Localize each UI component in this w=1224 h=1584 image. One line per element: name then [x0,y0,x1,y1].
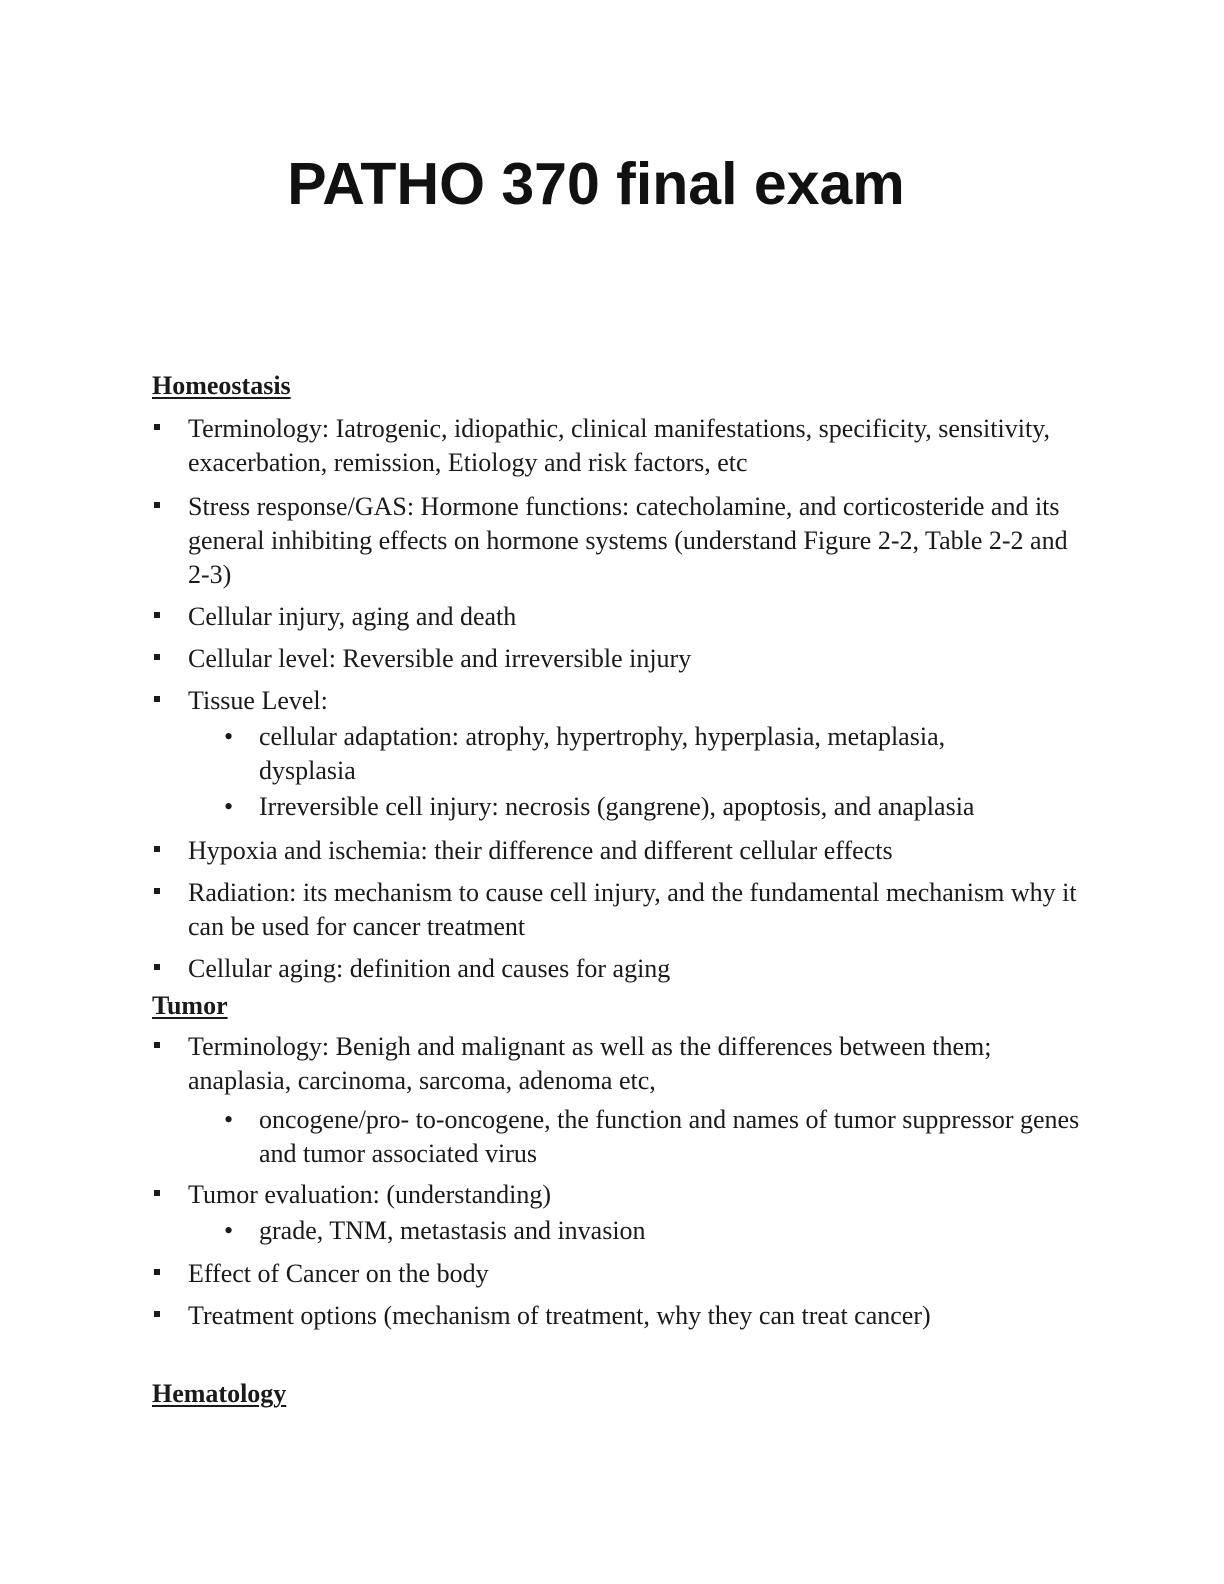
sub-list-item: oncogene/pro- to-oncogene, the function and names of tumor suppressor genes and tumor associated virus [259,1105,1080,1168]
list-item: Hypoxia and ischemia: their difference and different cellular effects [188,836,893,865]
bullet-marker [154,1269,160,1275]
page-title: PATHO 370 final exam [287,151,905,217]
bullet-marker [154,964,160,970]
bullet-marker [154,1190,160,1196]
sub-bullet-marker: • [224,722,234,751]
list-item: Stress response/GAS: Hormone functions: catecholamine, and corticosteride and its general inhibiting effects on hormone systems (understand Figure 2-2, Table 2-2 and 2-3) [188,492,1068,589]
bullet-marker [154,654,160,660]
list-item: Cellular level: Reversible and irreversible injury [188,644,692,673]
list-item: Effect of Cancer on the body [188,1259,489,1288]
bullet-marker [154,696,160,702]
bullet-marker [154,888,160,894]
sub-list-item: grade, TNM, metastasis and invasion [259,1216,646,1245]
bullet-marker [154,424,160,430]
list-item: Tumor evaluation: (understanding) [188,1180,551,1209]
list-item: Tissue Level: [188,686,328,715]
sub-list-item: Irreversible cell injury: necrosis (gangrene), apoptosis, and anaplasia [259,792,975,821]
bullet-marker [154,846,160,852]
sub-bullet-marker: • [224,1105,234,1134]
bullet-marker [154,502,160,508]
list-item: Terminology: Benigh and malignant as well as the differences between them; anaplasia, carcinoma, sarcoma, adenoma etc, [188,1032,992,1095]
list-item: Radiation: its mechanism to cause cell injury, and the fundamental mechanism why it can be used for cancer treatment [188,878,1077,941]
bullet-marker [154,1042,160,1048]
section-heading-hematology: Hematology [152,1379,287,1408]
bullet-marker [154,1311,160,1317]
sub-bullet-marker: • [224,1216,234,1245]
list-item: Cellular injury, aging and death [188,602,517,631]
bullet-marker [154,612,160,618]
list-item: Cellular aging: definition and causes for aging [188,954,671,983]
section-heading-homeostasis: Homeostasis [152,371,291,400]
list-item: Treatment options (mechanism of treatment, why they can treat cancer) [188,1301,931,1330]
list-item: Terminology: Iatrogenic, idiopathic, clinical manifestations, specificity, sensitivity, exacerbation, remission, Etiology and risk factors, etc [188,414,1050,477]
sub-list-item: cellular adaptation: atrophy, hypertrophy, hyperplasia, metaplasia, dysplasia [259,722,946,785]
sub-bullet-marker: • [224,792,234,821]
section-heading-tumor: Tumor [152,991,228,1020]
